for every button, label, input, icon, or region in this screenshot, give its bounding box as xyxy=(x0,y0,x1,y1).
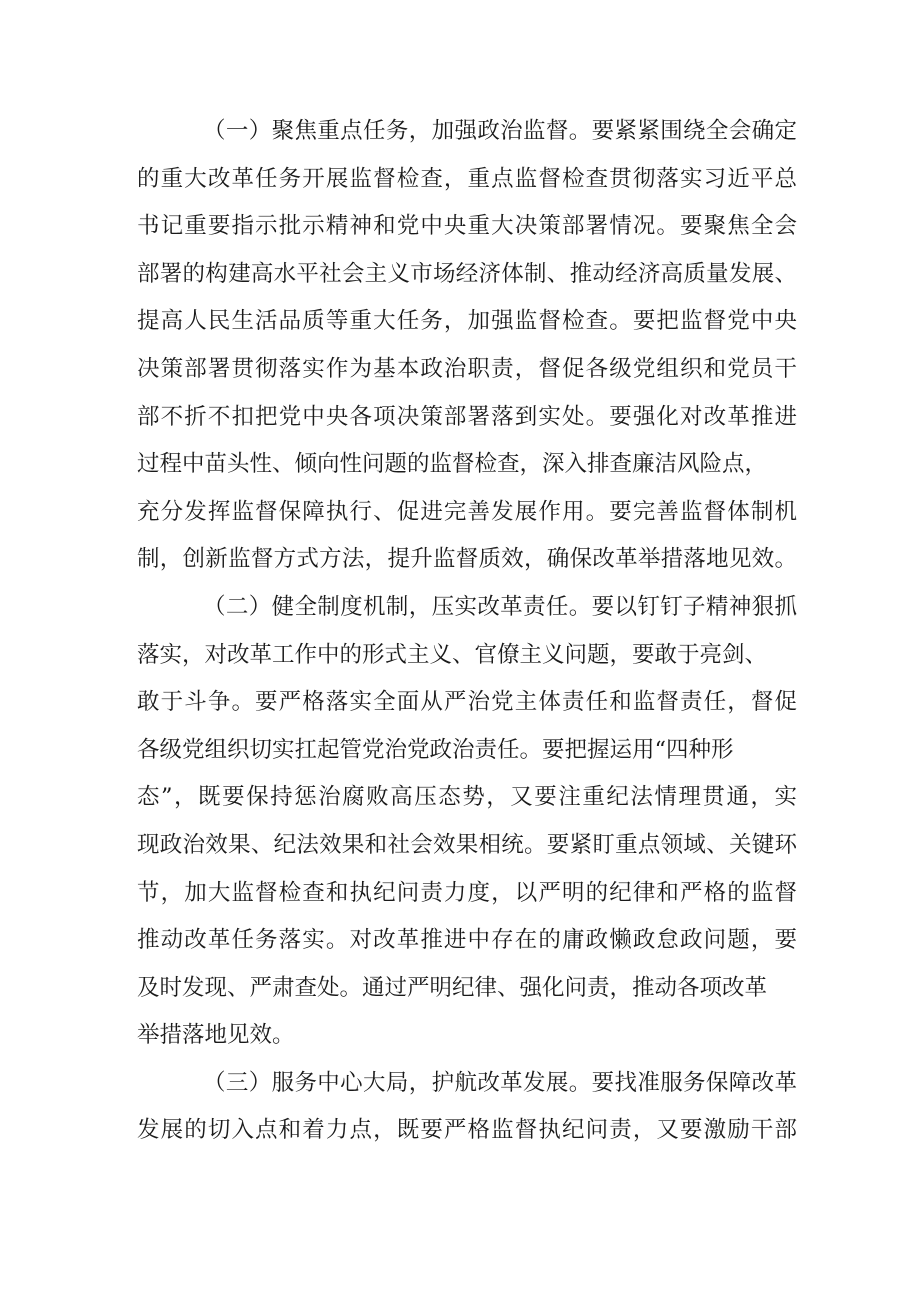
paragraph-3 xyxy=(137,1060,797,1155)
document-body xyxy=(137,108,797,1155)
paragraph-2-line-8: 推动改革任务落实。对改革推进中存在的庸政懒政怠政问题，要 xyxy=(137,927,797,954)
paragraph-2-line-10: 举措落地见效。 xyxy=(137,1022,295,1049)
paragraph-2-line-9: 及时发现、严肃查处。通过严明纪律、强化问责，推动各项改革 xyxy=(137,974,768,1001)
paragraph-2-line-7: 节，加大监督检查和执纪问责力度，以严明的纪律和严格的监督 xyxy=(137,879,797,906)
paragraph-2-line-5: 态”，既要保持惩治腐败高压态势，又要注重纪法情理贯通，实 xyxy=(137,784,797,811)
paragraph-1-line-7: 部不折不扣把党中央各项决策部署落到实处。要强化对改革推进 xyxy=(137,403,797,430)
paragraph-3-line-2: 发展的切入点和着力点，既要严格监督执纪问责，又要激励干部 xyxy=(137,1117,797,1144)
paragraph-1 xyxy=(137,108,797,584)
paragraph-1-line-1: （一）聚焦重点任务，加强政治监督。要紧紧围绕全会确定 xyxy=(203,118,797,144)
paragraph-2-line-3: 敢于斗争。要严格落实全面从严治党主体责任和监督责任，督促 xyxy=(137,689,797,716)
paragraph-2-line-6: 现政治效果、纪法效果和社会效果相统。要紧盯重点领域、关键环 xyxy=(137,831,797,858)
paragraph-2 xyxy=(137,584,797,1060)
paragraph-2-line-2: 落实，对改革工作中的形式主义、官僚主义问题，要敢于亮剑、 xyxy=(137,641,768,668)
paragraph-1-line-9: 充分发挥监督保障执行、促进完善发展作用。要完善监督体制机 xyxy=(137,498,797,525)
paragraph-1-line-2: 的重大改革任务开展监督检查，重点监督检查贯彻落实习近平总 xyxy=(137,165,797,192)
paragraph-1-line-8: 过程中苗头性、倾向性问题的监督检查，深入排查廉洁风险点， xyxy=(137,451,768,478)
paragraph-1-line-6: 决策部署贯彻落实作为基本政治职责，督促各级党组织和党员干 xyxy=(137,355,797,382)
paragraph-1-line-10: 制，创新监督方式方法，提升监督质效，确保改革举措落地见效。 xyxy=(137,546,797,573)
paragraph-2-line-1: （二）健全制度机制，压实改革责任。要以钉钉子精神狠抓 xyxy=(203,593,797,620)
paragraph-1-line-3: 书记重要指示批示精神和党中央重大决策部署情况。要聚焦全会 xyxy=(137,213,797,240)
paragraph-2-line-4: 各级党组织切实扛起管党治党政治责任。要把握运用“四种形 xyxy=(137,736,734,763)
paragraph-1-line-5: 提高人民生活品质等重大任务，加强监督检查。要把监督党中央 xyxy=(137,308,797,335)
paragraph-3-line-1: （三）服务中心大局，护航改革发展。要找准服务保障改革 xyxy=(203,1069,797,1096)
paragraph-1-line-4: 部署的构建高水平社会主义市场经济体制、推动经济高质量发展、 xyxy=(137,260,797,287)
